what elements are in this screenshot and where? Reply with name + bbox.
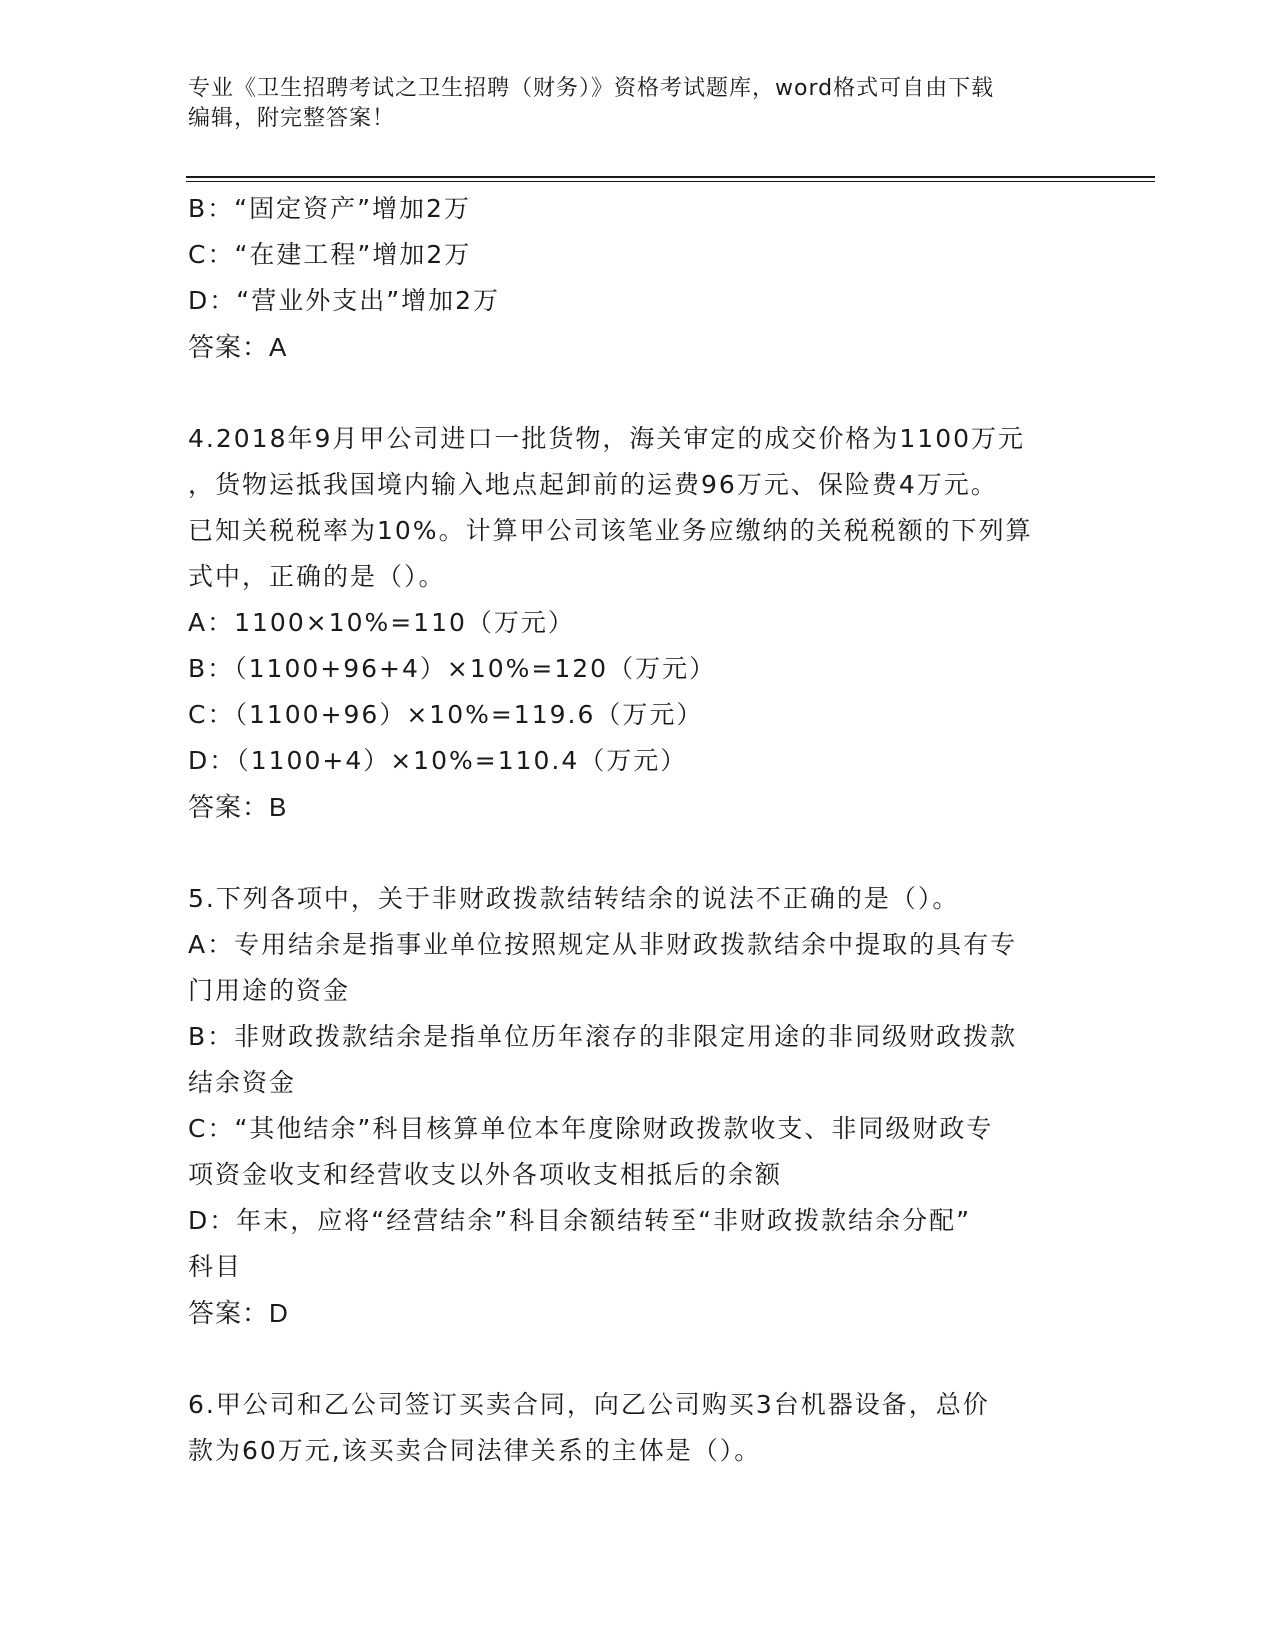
q3-answer: 答案：A [188, 332, 288, 362]
q5-option-b-line-2: 结余资金 [188, 1068, 297, 1097]
q4-option-d: D：（1100+4）×10%=110.4（万元） [188, 746, 688, 775]
q4-option-b: B：（1100+96+4）×10%=120（万元） [188, 654, 717, 683]
question-4 [188, 416, 1088, 830]
q5-option-b-line-1: B：非财政拨款结余是指单位历年滚存的非限定用途的非同级财政拨款 [188, 1022, 1018, 1051]
q5-answer: 答案：D [188, 1298, 289, 1328]
document-header [188, 74, 1088, 134]
q3-option-c: C：“在建工程”增加2万 [188, 240, 472, 269]
question-content [188, 186, 1088, 1474]
header-line-1: 专业《卫生招聘考试之卫生招聘（财务）》资格考试题库，word格式可自由下载 [188, 76, 995, 101]
q5-option-d-line-1: D：年末，应将“经营结余”科目余额结转至“非财政拨款结余分配” [188, 1206, 972, 1235]
q4-answer: 答案：B [188, 792, 288, 822]
question-6 [188, 1382, 1088, 1474]
question-3-tail [188, 186, 1088, 370]
header-divider-thin [186, 181, 1155, 182]
q5-option-a-line-2: 门用途的资金 [188, 976, 351, 1005]
q3-option-d: D：“营业外支出”增加2万 [188, 286, 501, 315]
q4-stem-line-2: ，货物运抵我国境内输入地点起卸前的运费96万元、保险费4万元。 [188, 470, 998, 499]
q5-option-d-line-2: 科目 [188, 1252, 243, 1281]
q5-stem: 5.下列各项中，关于非财政拨款结转结余的说法不正确的是（）。 [188, 884, 960, 913]
q3-option-b: B：“固定资产”增加2万 [188, 194, 471, 223]
q5-option-c-line-2: 项资金收支和经营收支以外各项收支相抵后的余额 [188, 1160, 783, 1189]
q4-stem-line-4: 式中，正确的是（）。 [188, 562, 446, 591]
question-5 [188, 876, 1088, 1336]
q4-option-a: A：1100×10%=110（万元） [188, 608, 575, 637]
header-divider-thick [186, 176, 1155, 178]
q5-option-a-line-1: A：专用结余是指事业单位按照规定从非财政拨款结余中提取的具有专 [188, 930, 1018, 959]
q4-stem-line-1: 4.2018年9月甲公司进口一批货物，海关审定的成交价格为1100万元 [188, 424, 1026, 453]
header-line-2: 编辑，附完整答案！ [188, 106, 396, 131]
q6-stem-line-1: 6.甲公司和乙公司签订买卖合同，向乙公司购买3台机器设备，总价 [188, 1390, 990, 1419]
q4-option-c: C：（1100+96）×10%=119.6（万元） [188, 700, 704, 729]
q4-stem-line-3: 已知关税税率为10%。计算甲公司该笔业务应缴纳的关税税额的下列算 [188, 516, 1033, 545]
q5-option-c-line-1: C：“其他结余”科目核算单位本年度除财政拨款收支、非同级财政专 [188, 1114, 994, 1143]
q6-stem-line-2: 款为60万元,该买卖合同法律关系的主体是（）。 [188, 1436, 762, 1465]
